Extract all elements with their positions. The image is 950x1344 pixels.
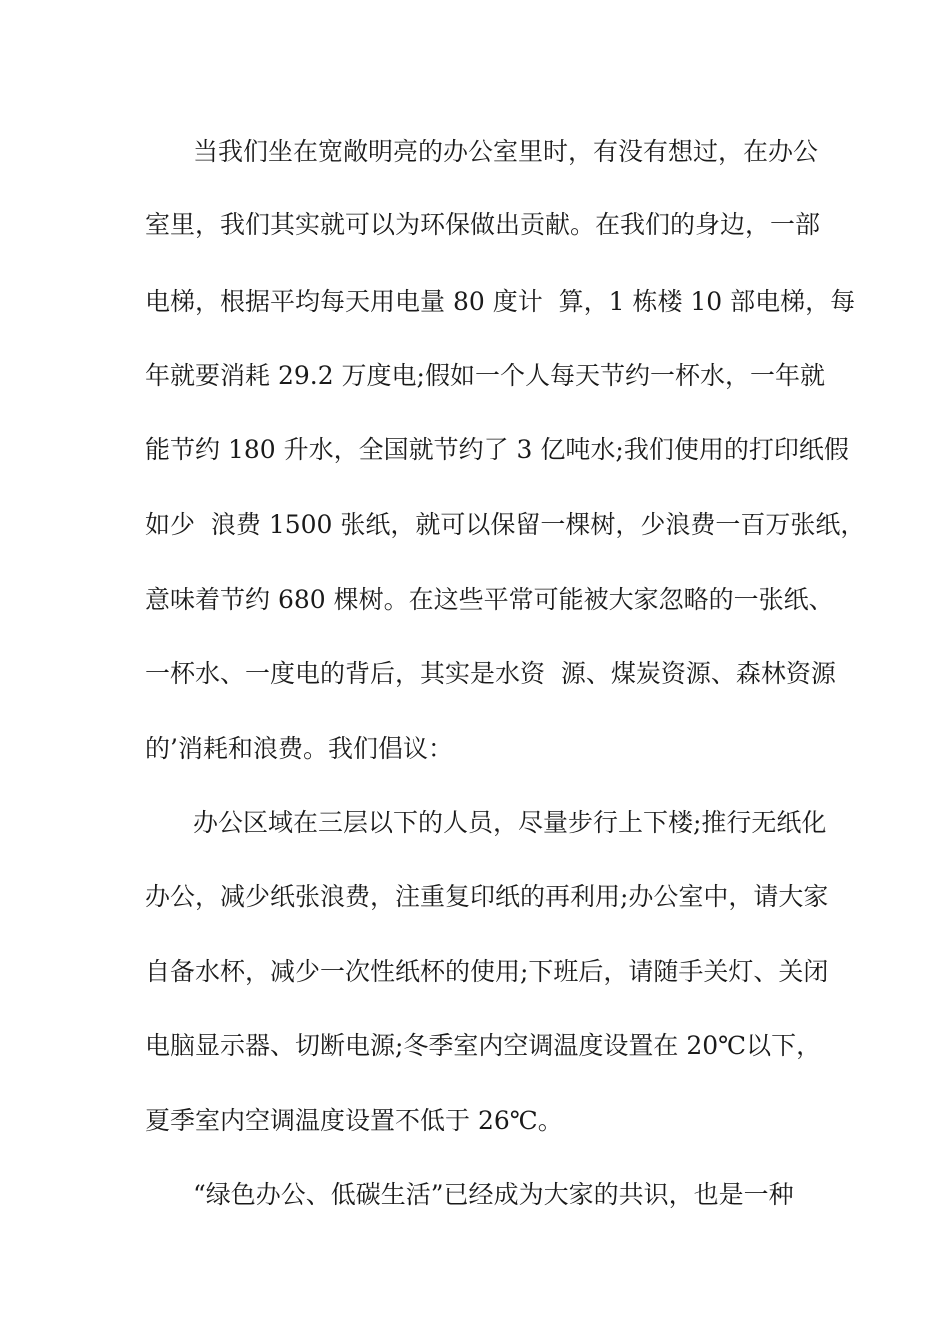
paragraph-3-line-1: “绿色办公、低碳生活”已经成为大家的共识，也是一种 xyxy=(193,1180,794,1209)
paragraph-1-line-8: 一杯水、一度电的背后，其实是水资 源、煤炭资源、森林资源 xyxy=(145,659,836,688)
paragraph-1-line-1: 当我们坐在宽敞明亮的办公室里时，有没有想过，在办公 xyxy=(193,137,819,166)
paragraph-2-line-3: 自备水杯，减少一次性纸杯的使用;下班后，请随手关灯、关闭 xyxy=(145,957,829,986)
paragraph-1-line-3: 电梯，根据平均每天用电量 80 度计 算，1 栋楼 10 部电梯，每 xyxy=(145,287,856,316)
paragraph-1-line-6: 如少 浪费 1500 张纸，就可以保留一棵树，少浪费一百万张纸， xyxy=(145,510,866,539)
paragraph-1-line-7: 意味着节约 680 棵树。在这些平常可能被大家忽略的一张纸、 xyxy=(145,585,834,614)
paragraph-2-line-2: 办公，减少纸张浪费，注重复印纸的再利用;办公室中，请大家 xyxy=(145,882,829,911)
paragraph-1-line-4: 年就要消耗 29.2 万度电;假如一个人每天节约一杯水，一年就 xyxy=(145,361,825,390)
paragraph-1-line-9: 的’消耗和浪费。我们倡议： xyxy=(145,734,453,763)
paragraph-1-line-5: 能节约 180 升水，全国就节约了 3 亿吨水;我们使用的打印纸假 xyxy=(145,435,849,464)
paragraph-2-line-5: 夏季室内空调温度设置不低于 26℃。 xyxy=(145,1106,563,1135)
paragraph-2-line-4: 电脑显示器、切断电源;冬季室内空调温度设置在 20℃以下， xyxy=(145,1031,822,1060)
paragraph-2-line-1: 办公区域在三层以下的人员，尽量步行上下楼;推行无纸化 xyxy=(193,808,827,837)
paragraph-1-line-2: 室里，我们其实就可以为环保做出贡献。在我们的身边，一部 xyxy=(145,210,821,239)
